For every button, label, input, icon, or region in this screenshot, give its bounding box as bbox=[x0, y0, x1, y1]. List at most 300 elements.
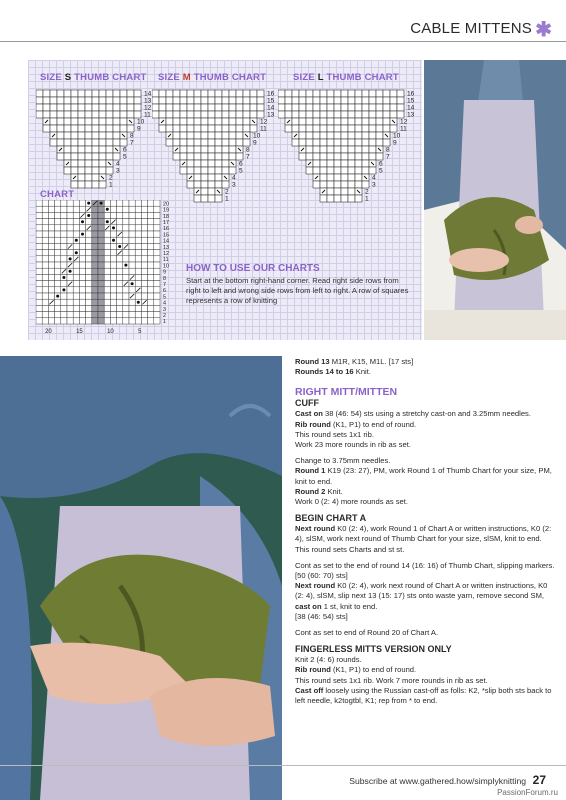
chart-a-cell bbox=[141, 219, 147, 225]
chart-a-cell bbox=[123, 268, 129, 274]
chart-a-cell bbox=[48, 281, 54, 287]
chart-cell bbox=[243, 90, 250, 97]
chart-cell bbox=[355, 118, 362, 125]
col-number: 15 bbox=[76, 329, 83, 334]
chart-a-cell bbox=[61, 200, 67, 206]
chart-cell bbox=[334, 118, 341, 125]
chart-a-cell bbox=[92, 293, 98, 299]
chart-a-cell bbox=[117, 281, 123, 287]
chart-a-cell bbox=[148, 281, 154, 287]
chart-a-cell bbox=[110, 250, 116, 256]
row-number: 12 bbox=[400, 118, 408, 126]
chart-a-cell bbox=[86, 287, 92, 293]
bobble-mark bbox=[112, 239, 115, 242]
chart-a-cell bbox=[98, 256, 104, 262]
chart-cell bbox=[106, 111, 113, 118]
chart-a-cell bbox=[104, 256, 110, 262]
chart-cell bbox=[313, 167, 320, 174]
row-number: 5 bbox=[163, 294, 166, 301]
chart-a-cell bbox=[55, 305, 61, 311]
chart-cell bbox=[278, 90, 285, 97]
chart-a-cell bbox=[104, 231, 110, 237]
chart-a-cell bbox=[86, 318, 92, 324]
chart-cell bbox=[222, 181, 229, 188]
chart-cell bbox=[383, 97, 390, 104]
row-number: 9 bbox=[253, 139, 257, 147]
row-number: 19 bbox=[163, 207, 169, 214]
chart-a-cell bbox=[148, 212, 154, 218]
chart-cell bbox=[222, 160, 229, 167]
chart-cell bbox=[376, 153, 383, 160]
pattern-line: Cast off loosely using the Russian cast-off as folls: K2, *slip both sts back to left needle, k2togtbl, K1; rep from * to end. bbox=[295, 685, 552, 706]
chart-a-cell bbox=[36, 231, 42, 237]
chart-cell bbox=[285, 90, 292, 97]
chart-a-cell bbox=[154, 206, 160, 212]
chart-cell bbox=[194, 139, 201, 146]
chart-a-cell bbox=[79, 274, 85, 280]
chart-a-cell bbox=[61, 293, 67, 299]
chart-cell bbox=[313, 132, 320, 139]
chart-cell bbox=[166, 90, 173, 97]
chart-a-cell bbox=[92, 219, 98, 225]
chart-cell bbox=[327, 97, 334, 104]
chart-cell bbox=[369, 167, 376, 174]
chart-a-cell bbox=[123, 312, 129, 318]
pattern-line: Change to 3.75mm needles. bbox=[295, 456, 391, 466]
chart-cell bbox=[120, 118, 127, 125]
chart-cell bbox=[306, 132, 313, 139]
heading-begin-chart: BEGIN CHART A bbox=[295, 513, 367, 524]
chart-a-cell bbox=[154, 318, 160, 324]
chart-cell bbox=[194, 125, 201, 132]
chart-cell bbox=[243, 118, 250, 125]
chart-cell bbox=[92, 111, 99, 118]
row-number: 12 bbox=[144, 104, 152, 112]
chart-a-cell bbox=[98, 318, 104, 324]
chart-cell bbox=[215, 139, 222, 146]
chart-cell bbox=[173, 111, 180, 118]
chart-a-cell bbox=[67, 219, 73, 225]
chart-cell bbox=[327, 160, 334, 167]
chart-cell bbox=[208, 160, 215, 167]
chart-a-cell bbox=[55, 268, 61, 274]
row-number: 13 bbox=[407, 111, 415, 119]
chart-cell bbox=[201, 195, 208, 202]
chart-cell bbox=[194, 181, 201, 188]
chart-cell bbox=[106, 132, 113, 139]
chart-cell bbox=[180, 104, 187, 111]
chart-a-cell bbox=[48, 312, 54, 318]
chart-cell bbox=[334, 132, 341, 139]
chart-cell bbox=[327, 181, 334, 188]
chart-a-cell bbox=[135, 312, 141, 318]
bobble-mark bbox=[131, 282, 134, 285]
chart-cell bbox=[250, 104, 257, 111]
chart-cell bbox=[320, 111, 327, 118]
chart-a-cell bbox=[86, 312, 92, 318]
chart-cell bbox=[208, 181, 215, 188]
chart-cell bbox=[320, 104, 327, 111]
bobble-mark bbox=[87, 214, 90, 217]
chart-cell bbox=[215, 90, 222, 97]
chart-a-cell bbox=[141, 231, 147, 237]
chart-cell bbox=[166, 118, 173, 125]
chart-cell bbox=[201, 90, 208, 97]
chart-cell bbox=[355, 153, 362, 160]
chart-a-cell bbox=[104, 237, 110, 243]
chart-a-cell bbox=[55, 250, 61, 256]
col-number: 10 bbox=[107, 329, 114, 334]
chart-a-cell bbox=[55, 287, 61, 293]
chart-a-cell bbox=[73, 293, 79, 299]
chart-cell bbox=[159, 97, 166, 104]
chart-cell bbox=[208, 132, 215, 139]
row-number: 4 bbox=[372, 174, 376, 182]
chart-cell bbox=[166, 97, 173, 104]
chart-cell bbox=[229, 153, 236, 160]
chart-cell bbox=[159, 111, 166, 118]
chart-cell bbox=[64, 146, 71, 153]
chart-a-cell bbox=[73, 212, 79, 218]
chart-cell bbox=[78, 167, 85, 174]
chart-cell bbox=[397, 97, 404, 104]
chart-a-cell bbox=[135, 262, 141, 268]
chart-cell bbox=[327, 132, 334, 139]
chart-cell bbox=[43, 104, 50, 111]
chart-a-cell bbox=[123, 305, 129, 311]
chart-cell bbox=[313, 111, 320, 118]
chart-cell bbox=[194, 153, 201, 160]
chart-cell bbox=[383, 104, 390, 111]
chart-cell bbox=[201, 111, 208, 118]
row-number: 15 bbox=[163, 232, 169, 239]
bobble-mark bbox=[137, 301, 140, 304]
chart-cell bbox=[334, 146, 341, 153]
chart-cell bbox=[127, 104, 134, 111]
chart-cell bbox=[313, 104, 320, 111]
chart-cell bbox=[99, 118, 106, 125]
chart-cell bbox=[208, 125, 215, 132]
chart-cell bbox=[78, 104, 85, 111]
chart-a-cell bbox=[117, 293, 123, 299]
chart-cell bbox=[292, 118, 299, 125]
chart-a-cell bbox=[141, 287, 147, 293]
chart-cell bbox=[36, 111, 43, 118]
chart-cell bbox=[215, 125, 222, 132]
chart-a-cell bbox=[148, 274, 154, 280]
chart-cell bbox=[208, 174, 215, 181]
chart-cell bbox=[50, 111, 57, 118]
bobble-mark bbox=[69, 270, 72, 273]
chart-cell bbox=[250, 111, 257, 118]
chart-cell bbox=[85, 132, 92, 139]
chart-a-cell bbox=[104, 212, 110, 218]
chart-a-cell bbox=[73, 318, 79, 324]
chart-cell bbox=[85, 167, 92, 174]
chart-a-cell bbox=[117, 256, 123, 262]
chart-cell bbox=[257, 97, 264, 104]
chart-a-cell bbox=[48, 212, 54, 218]
chart-cell bbox=[383, 90, 390, 97]
chart-cell bbox=[180, 118, 187, 125]
chart-a-cell bbox=[129, 225, 135, 231]
chart-a-cell bbox=[98, 219, 104, 225]
chart-cell bbox=[376, 132, 383, 139]
pattern-line: Cont as set to the end of round 14 (16: 16) of Thumb Chart, slipping markers. [50 (60: 70) sts] bbox=[295, 560, 555, 581]
chart-cell bbox=[362, 153, 369, 160]
row-number: 10 bbox=[393, 132, 401, 140]
chart-cell bbox=[92, 132, 99, 139]
chart-cell bbox=[71, 146, 78, 153]
heading-fingerless: FINGERLESS MITTS VERSION ONLY bbox=[295, 644, 452, 655]
chart-a-cell bbox=[61, 312, 67, 318]
chart-cell bbox=[194, 104, 201, 111]
chart-cell bbox=[327, 174, 334, 181]
chart-a-cell bbox=[61, 212, 67, 218]
chart-cell bbox=[215, 160, 222, 167]
chart-a-cell bbox=[98, 225, 104, 231]
chart-cell bbox=[57, 118, 64, 125]
chart-a-cell bbox=[42, 299, 48, 305]
chart-cell bbox=[113, 139, 120, 146]
chart-a-cell bbox=[36, 299, 42, 305]
chart-cell bbox=[306, 167, 313, 174]
bobble-mark bbox=[106, 220, 109, 223]
chart-cell bbox=[222, 111, 229, 118]
chart-a-cell bbox=[110, 243, 116, 249]
chart-cell bbox=[320, 181, 327, 188]
bobble-mark bbox=[62, 288, 65, 291]
chart-cell bbox=[299, 104, 306, 111]
chart-a-cell bbox=[79, 237, 85, 243]
chart-a-cell bbox=[141, 250, 147, 256]
chart-cell bbox=[159, 104, 166, 111]
chart-a-cell bbox=[123, 219, 129, 225]
chart-cell bbox=[194, 195, 201, 202]
chart-a-cell bbox=[148, 200, 154, 206]
chart-cell bbox=[134, 90, 141, 97]
pattern-text bbox=[295, 357, 557, 706]
chart-cell bbox=[285, 125, 292, 132]
chart-cell bbox=[43, 125, 50, 132]
chart-cell bbox=[383, 118, 390, 125]
chart-cell bbox=[341, 125, 348, 132]
chart-cell bbox=[201, 167, 208, 174]
row-number: 15 bbox=[267, 97, 274, 105]
chart-cell bbox=[250, 97, 257, 104]
row-number: 7 bbox=[386, 153, 390, 161]
chart-cell bbox=[71, 111, 78, 118]
chart-a-cell bbox=[154, 250, 160, 256]
chart-cell bbox=[390, 97, 397, 104]
chart-cell bbox=[320, 153, 327, 160]
chart-cell bbox=[327, 146, 334, 153]
chart-cell bbox=[257, 111, 264, 118]
chart-cell bbox=[187, 146, 194, 153]
chart-cell bbox=[201, 160, 208, 167]
chart-a-cell bbox=[104, 243, 110, 249]
chart-cell bbox=[285, 104, 292, 111]
chart-cell bbox=[215, 97, 222, 104]
chart-a-cell bbox=[135, 268, 141, 274]
chart-cell bbox=[278, 104, 285, 111]
chart-a-cell bbox=[92, 237, 98, 243]
chart-cell bbox=[313, 153, 320, 160]
chart-cell bbox=[383, 111, 390, 118]
chart-a-cell bbox=[36, 206, 42, 212]
chart-cell bbox=[285, 97, 292, 104]
chart-a-cell bbox=[36, 237, 42, 243]
chart-cell bbox=[201, 132, 208, 139]
chart-cell bbox=[299, 97, 306, 104]
chart-a-cell bbox=[98, 237, 104, 243]
chart-a-cell bbox=[110, 318, 116, 324]
chart-cell bbox=[99, 132, 106, 139]
chart-cell bbox=[215, 181, 222, 188]
chart-cell bbox=[250, 125, 257, 132]
chart-cell bbox=[194, 167, 201, 174]
chart-cell bbox=[243, 125, 250, 132]
chart-a-cell bbox=[98, 312, 104, 318]
chart-cell bbox=[320, 146, 327, 153]
chart-a-cell bbox=[36, 256, 42, 262]
chart-cell bbox=[64, 125, 71, 132]
chart-cell bbox=[180, 153, 187, 160]
row-number: 13 bbox=[163, 244, 169, 251]
chart-a-cell bbox=[123, 212, 129, 218]
chart-cell bbox=[187, 139, 194, 146]
chart-cell bbox=[208, 139, 215, 146]
row-number: 1 bbox=[109, 181, 113, 189]
row-number: 6 bbox=[239, 160, 243, 168]
chart-cell bbox=[341, 104, 348, 111]
chart-cell bbox=[36, 90, 43, 97]
chart-a-cell bbox=[48, 305, 54, 311]
chart-cell bbox=[327, 167, 334, 174]
chart-cell bbox=[222, 125, 229, 132]
chart-a-cell bbox=[117, 318, 123, 324]
chart-cell bbox=[92, 153, 99, 160]
row-number: 15 bbox=[407, 97, 415, 105]
chart-a-cell bbox=[141, 262, 147, 268]
chart-cell bbox=[313, 125, 320, 132]
row-number: 11 bbox=[260, 125, 267, 133]
chart-cell bbox=[99, 90, 106, 97]
chart-a-cell bbox=[104, 250, 110, 256]
chart-a-cell bbox=[117, 268, 123, 274]
chart-a-cell bbox=[73, 262, 79, 268]
chart-s-title: SIZE S THUMB CHART bbox=[40, 72, 147, 83]
chart-a-cell bbox=[129, 200, 135, 206]
chart-cell bbox=[397, 104, 404, 111]
chart-cell bbox=[355, 146, 362, 153]
chart-a-cell bbox=[110, 200, 116, 206]
chart-cell bbox=[106, 146, 113, 153]
chart-a-cell bbox=[123, 225, 129, 231]
chart-cell bbox=[64, 167, 71, 174]
chart-cell bbox=[50, 125, 57, 132]
chart-cell bbox=[306, 139, 313, 146]
chart-a-cell bbox=[79, 206, 85, 212]
chart-a-cell bbox=[98, 212, 104, 218]
row-number: 5 bbox=[123, 153, 127, 161]
chart-cell bbox=[50, 118, 57, 125]
row-number: 13 bbox=[144, 97, 152, 105]
chart-a-cell bbox=[79, 318, 85, 324]
chart-a-cell bbox=[141, 237, 147, 243]
pattern-line: Rib round (K1, P1) to end of round. bbox=[295, 419, 417, 429]
bobble-mark bbox=[62, 276, 65, 279]
row-number: 10 bbox=[163, 263, 169, 270]
chart-a-cell bbox=[86, 250, 92, 256]
chart-cell bbox=[229, 125, 236, 132]
chart-a-cell bbox=[73, 206, 79, 212]
howto-title: HOW TO USE OUR CHARTS bbox=[186, 263, 320, 274]
pattern-line: This round sets Charts and st st. bbox=[295, 544, 405, 554]
chart-cell bbox=[369, 146, 376, 153]
chart-cell bbox=[376, 90, 383, 97]
chart-cell bbox=[201, 118, 208, 125]
thumb-chart-l bbox=[278, 88, 424, 214]
chart-cell bbox=[236, 90, 243, 97]
chart-cell bbox=[106, 118, 113, 125]
chart-a-cell bbox=[55, 281, 61, 287]
chart-cell bbox=[327, 104, 334, 111]
chart-a-cell bbox=[42, 212, 48, 218]
chart-cell bbox=[208, 118, 215, 125]
chart-cell bbox=[71, 104, 78, 111]
chart-cell bbox=[120, 97, 127, 104]
chart-cell bbox=[194, 160, 201, 167]
chart-cell bbox=[229, 97, 236, 104]
bobble-mark bbox=[112, 226, 115, 229]
chart-cell bbox=[362, 146, 369, 153]
chart-cell bbox=[113, 125, 120, 132]
row-number: 1 bbox=[163, 319, 166, 326]
chart-cell bbox=[71, 139, 78, 146]
chart-a-cell bbox=[123, 237, 129, 243]
chart-a-cell bbox=[141, 225, 147, 231]
chart-cell bbox=[208, 153, 215, 160]
chart-a-cell bbox=[48, 200, 54, 206]
chart-a-cell bbox=[117, 212, 123, 218]
chart-cell bbox=[173, 132, 180, 139]
chart-cell bbox=[64, 90, 71, 97]
chart-a-cell bbox=[92, 231, 98, 237]
chart-a-cell bbox=[79, 256, 85, 262]
chart-a-cell bbox=[98, 231, 104, 237]
chart-cell bbox=[71, 125, 78, 132]
chart-a-cell bbox=[129, 250, 135, 256]
chart-cell bbox=[306, 118, 313, 125]
chart-cell bbox=[243, 139, 250, 146]
chart-cell bbox=[341, 146, 348, 153]
mitten-photo-top bbox=[424, 60, 566, 340]
chart-cell bbox=[327, 139, 334, 146]
chart-cell bbox=[92, 104, 99, 111]
chart-a-cell bbox=[73, 231, 79, 237]
chart-a-cell bbox=[129, 231, 135, 237]
chart-a-cell bbox=[42, 281, 48, 287]
chart-a-cell bbox=[42, 274, 48, 280]
chart-a-cell bbox=[55, 219, 61, 225]
chart-a-cell bbox=[86, 256, 92, 262]
chart-cell bbox=[341, 97, 348, 104]
chart-a-cell bbox=[36, 225, 42, 231]
page-header bbox=[0, 0, 566, 52]
chart-cell bbox=[43, 111, 50, 118]
chart-cell bbox=[187, 160, 194, 167]
